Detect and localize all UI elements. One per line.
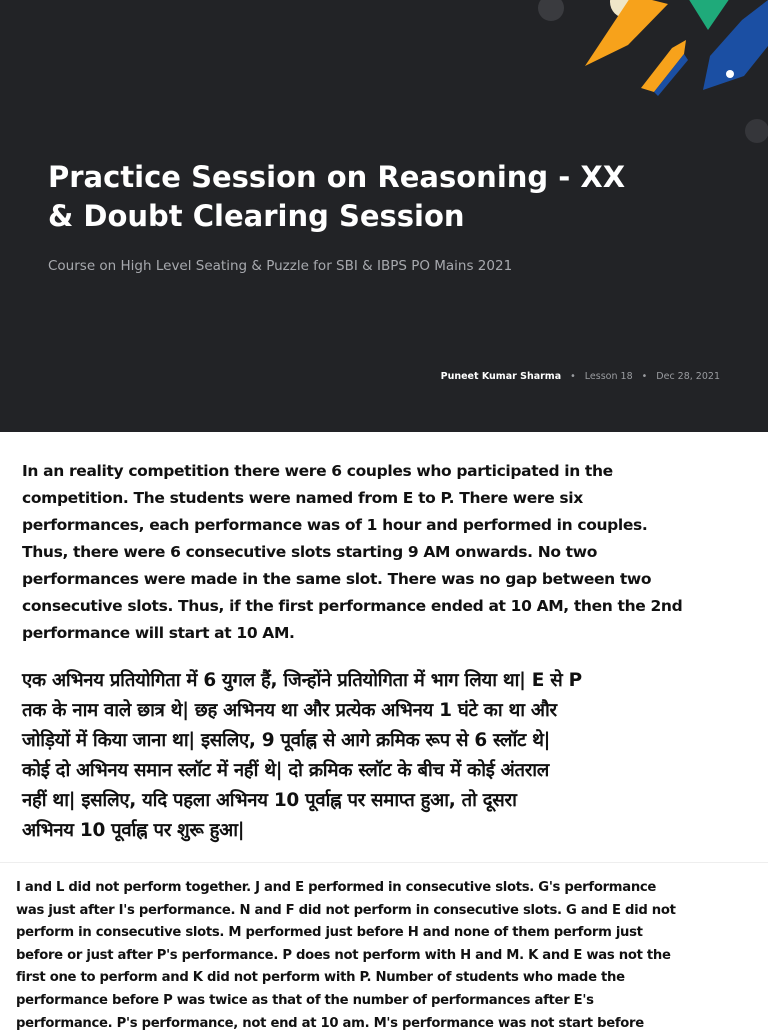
text-line: performance will start at 10 AM. [22,624,295,642]
text-line: perform in consecutive slots. M performed just before H and none of them perform just [16,925,643,941]
text-line: In an reality competition there were 6 couples who participated in the [22,462,613,480]
puzzle-intro-english [22,458,757,647]
text-line: कोई दो अभिनय समान स्लॉट में नहीं थे| दो क्रमिक स्लॉट के बीच में कोई अंतराल [22,760,550,781]
lesson-title-line: & Doubt Clearing Session [48,199,465,233]
author-name: Puneet Kumar Sharma [440,371,562,382]
text-line: performances were made in the same slot. There was no gap between two [22,570,652,588]
deco-circle-dark [538,0,564,21]
course-subtitle: Course on High Level Seating & Puzzle for SBI & IBPS PO Mains 2021 [48,258,513,274]
puzzle-slide-conditions [0,862,768,1031]
deco-circle-dark-small [745,119,768,143]
lesson-title-line: Practice Session on Reasoning - XX [48,160,626,194]
text-line: I and L did not perform together. J and E performed in consecutive slots. G's performance [16,880,657,895]
lesson-number: Lesson 18 [584,371,633,382]
text-line: was just after I's performance. N and F did not perform in consecutive slots. G and E did not [16,902,676,918]
text-line: नहीं था| इसलिए, यदि पहला अभिनय 10 पूर्वाह्न पर समाप्त हुआ, तो दूसरा [22,790,517,811]
lesson-date: Dec 28, 2021 [656,371,720,382]
text-line: first one to perform and K did not perform with P. Number of students who made the [16,970,625,986]
text-line: अभिनय 10 पूर्वाह्न पर शुरू हुआ| [22,820,245,841]
text-line: before or just after P's performance. P does not perform with H and M. K and E was not the [16,947,671,963]
meta-separator: • [570,371,576,382]
lesson-title [48,158,625,236]
text-line: competition. The students were named from E to P. There were six [22,489,583,507]
puzzle-intro-hindi [22,666,764,846]
puzzle-slide-intro [0,432,768,862]
lesson-meta [441,371,720,382]
text-line: performance before P was twice as that of the number of performances after E's [16,992,594,1008]
deco-triangle-green [688,0,730,30]
text-line: performances, each performance was of 1 hour and performed in couples. [22,516,648,534]
pen-nib-dot [726,70,734,78]
text-line: consecutive slots. Thus, if the first performance ended at 10 AM, then the 2nd [22,597,683,615]
text-line: जोड़ियों में किया जाना था| इसलिए, 9 पूर्वाह्न से आगे क्रमिक रूप से 6 स्लॉट थे| [22,730,551,751]
pencil-icon-orange [585,0,668,66]
text-line: एक अभिनय प्रतियोगिता में 6 युगल हैं, जिन्होंने प्रतियोगिता में भाग लिया था| E से P [22,670,582,691]
text-line: performance. P's performance, not end at 10 am. M's performance was not start before [16,1015,644,1031]
puzzle-conditions-english [16,877,756,1035]
text-line: Thus, there were 6 consecutive slots starting 9 AM onwards. No two [22,543,598,561]
text-line: तक के नाम वाले छात्र थे| छह अभिनय था और प्रत्येक अभिनय 1 घंटे का था और [22,700,557,721]
lesson-banner [0,0,768,432]
meta-separator: • [641,371,648,382]
